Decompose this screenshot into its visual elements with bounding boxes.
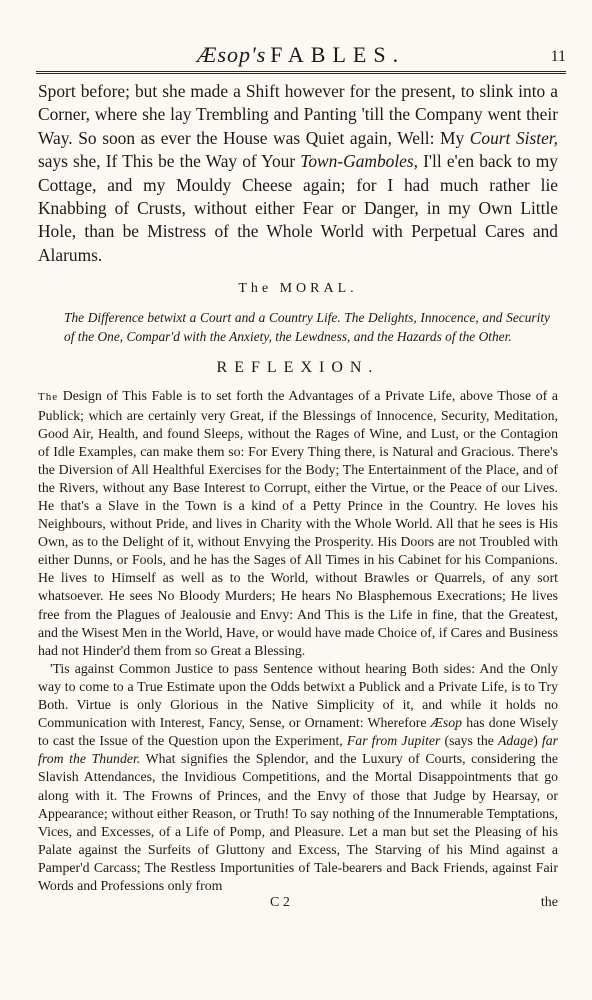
aesop-italic: Æsop [430, 715, 463, 731]
p2-text-e: What signifies the Splendor, and the Luxury of Courts, considering the Slavish Attendances, the Invidious Competitions, and the Mortal Disappointments that go along with it. The Frowns of Princes, and the Envy of those that Judge by Hearsay, or Appearance; without either Reason, or Truth! To say nothing of the Innumerable Temptations, Vices, and Excesses, of a Life of Pomp, and Pleasure. Let a man but set the Pleasing of his Palate against the Surfeits of Gluttony and Excess, The Starving of his Mind against a Pamper'd Carcass; The Restless Importunities of Tale-bearers and Back Friends, against Fair Words and Professions only from [38, 751, 558, 893]
reflexion-paragraph-2 [38, 660, 558, 895]
opening-text-2: says she, If This be the Way of Your [38, 151, 301, 172]
adage-italic: Adage [497, 733, 534, 749]
reflexion-paragraph-1 [38, 387, 558, 659]
signature-mark: C 2 [270, 895, 290, 911]
moral-heading: The MORAL. [238, 281, 358, 297]
p2-text-d: ) [533, 733, 542, 749]
catchword: the [540, 895, 558, 911]
header-rule [36, 71, 566, 74]
moral-text: The Difference betwixt a Court and a Country Life. The Delights, Innocence, and Security of the One, Compar'd with the Anxiety, the Lewdness, and the Hazards of the Other. [64, 310, 550, 344]
main-text [38, 80, 558, 915]
p2-text-a: 'Tis against Common Justice to pass Sentence without hearing Both sides: And the Only way to come to a True Estimate upon the Odds betwixt a Publick and a Private Life, is to Try Both. Virtue is only Glorious in the Native Simplicity of it, and while it holds no Communication with Interest, Fancy, Sense, or Ornament: Wherefore [38, 660, 558, 731]
thunder-italic: far from the Thunder. [38, 733, 559, 767]
p2-text-b: has done Wisely to cast the Issue of the Question upon the Experiment, [38, 715, 558, 749]
town-gamboles-italic: Town-Gamboles, [300, 151, 419, 172]
running-title-caps: FABLES. [270, 42, 406, 67]
running-title [36, 42, 566, 68]
opening-text-3: I'll e'en back to my Cottage, and my Mouldy Cheese again; for I had much rather lie Knabbing of Crusts, without either Fear or Danger, in my Own Little Hole, than be Mistress of the Whole World with Perpetual Cares and Alarums. [38, 151, 558, 265]
reflexion-paragraph-1-text: Design of This Fable is to set forth the Advantages of a Private Life, above Those of a Publick; which are certainly very Great, if the Blessings of Innocence, Security, Meditation, Good Air, Health, and found Sleeps, without the Rages of Wine, and Lust, or the Contagion of Idle Examples, can make them so: For Every Thing there, is Natural and Gracious. There's the Diversion of All Healthful Exercises for the Body; The Entertainment of the Place, and of the Rivers, without any Base Interest to Corrupt, either the Virtue, or the Peace of our Lives. He that's a Slave in the Town is a kind of a Petty Prince in the Country. He loves his Neighbours, without Pride, and lives in Charity with the Whole World. All that he sees is His Own, as to the Delight of it, without Envying the Prosperity. His Doors are not Troubled with either Dunns, or Fools, and he has the Sages of All Times in his Cabinet for his Companions. He lives to Himself as well as to the World, without Brawles or Quarrels, of any sort whatsoever. He sees No Bloody Murders; He hears No Blasphemous Execrations; He lives free from the Plagues of Jealousie and Envy: And This is the Life in fine, that the Greatest, and the Wisest Men in the World, Have, or would have made Choice of, if Cares and Business had not Hinder'd them from so Great a Blessing. [38, 388, 558, 658]
page-number: 11 [550, 48, 566, 65]
jupiter-quote: Far from Jupiter [346, 733, 441, 749]
opening-paragraph [38, 80, 558, 267]
reflexion-lead-word: The [38, 391, 59, 404]
running-title-italic: Æsop's [196, 42, 267, 67]
opening-text-1: Sport before; but she made a Shift however for the present, to slink into a Corner, where she lay Trembling and Panting 'till the Company went their Way. So soon as ever the House was Quiet again, Well: My [38, 81, 558, 148]
reflexion-heading: REFLEXION. [216, 359, 380, 377]
page-footer [38, 895, 558, 915]
running-header [36, 38, 566, 72]
court-sister-italic: Court Sister, [469, 127, 558, 148]
p2-text-c: (says the [440, 733, 498, 749]
